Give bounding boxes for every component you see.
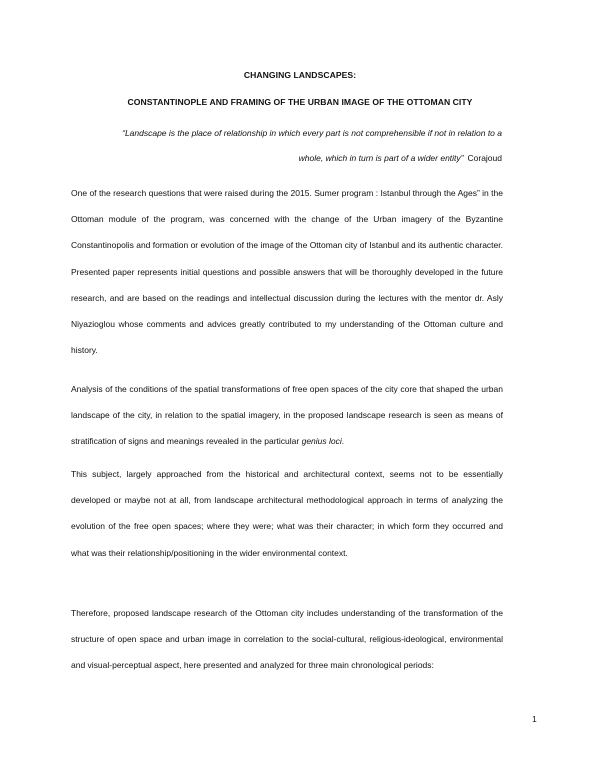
body-paragraph: One of the research questions that were raised during the 2015. Sumer program : Istanbul through the Ages” in the Ottoman module of the program, was concerned with the change of the Urban imagery of the Byzantine Constantinopolis and formation or evolution of the image of the Ottoman city of Istanbul and its authentic character. Presented paper represents initial questions and possible answers that will be thoroughly developed in the future research, and are based on the readings and intellectual discussion during the lectures with the mentor dr. Asly Niyazioglou whose comments and advices greatly contributed to my understanding of the Ottoman culture and history. [71, 188, 503, 356]
epigraph [120, 121, 502, 171]
italic-term: genius loci [301, 436, 342, 447]
body-paragraph: This subject, largely approached from the historical and architectural context, seems not to be essentially developed or maybe not at all, from landscape architectural methodological approach in terms of analyzing the evolution of the free open spaces; where they were; what was their character; in which form they occurred and what was their relationship/positioning in the wider environmental context. [71, 469, 503, 558]
epigraph-author: Corajoud [467, 153, 502, 163]
epigraph-quote: “Landscape is the place of relationship in which every part is not comprehensible if not in relation to a whole, which in turn is part of a wider entity” [122, 128, 502, 163]
body-paragraph: Therefore, proposed landscape research of the Ottoman city includes understanding of the transformation of the structure of open space and urban image in correlation to the social-cultural, religious-ideological, environmental and visual-perceptual aspect, here presented and analyzed for three main chronological periods: [71, 608, 503, 671]
document-title: CHANGING LANDSCAPES: [243, 70, 357, 80]
page-number: 1 [532, 714, 537, 724]
body-paragraph [71, 376, 503, 455]
paragraph-text: Analysis of the conditions of the spatial transformations of free open spaces of the city core that shaped the urban landscape of the city, in relation to the spatial imagery, in the proposed landscape research is seen as means of stratification of signs and meanings revealed in the particular [71, 384, 503, 447]
paragraph-end: . [341, 436, 345, 447]
document-subtitle: CONSTANTINOPLE AND FRAMING OF THE URBAN IMAGE OF THE OTTOMAN CITY [127, 97, 473, 107]
